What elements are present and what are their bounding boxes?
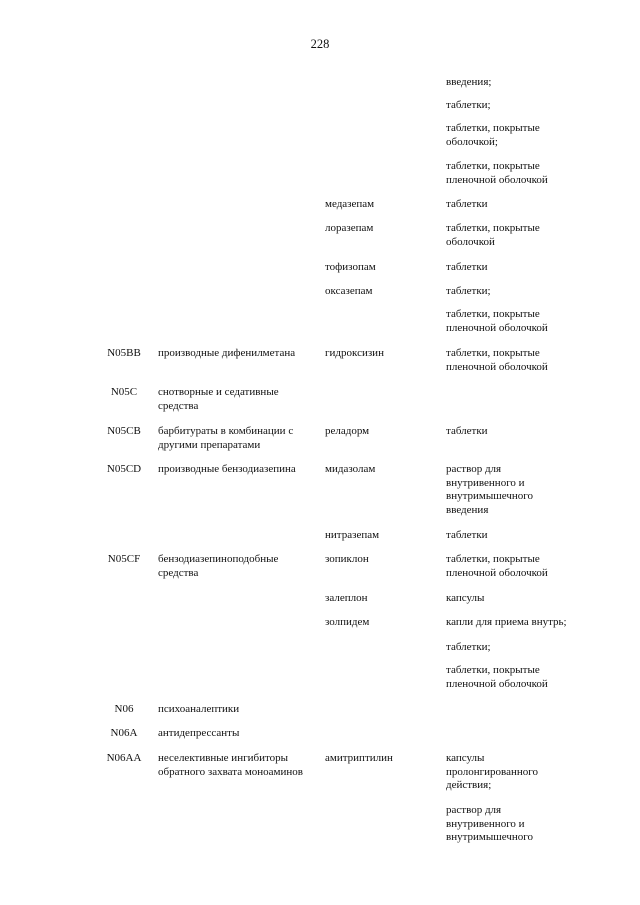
- atc-group: производные бензодиазепина: [158, 463, 296, 475]
- drug-name: тофизопам: [325, 261, 376, 273]
- atc-group: неселективные ингибиторы обратного захвата моноаминов: [158, 752, 303, 778]
- atc-group: производные дифенилметана: [158, 347, 296, 359]
- atc-code: N05C: [110, 386, 138, 398]
- drug-name: медазепам: [325, 198, 375, 210]
- dosage-form: таблетки: [446, 425, 488, 437]
- atc-group: психоаналептики: [158, 703, 240, 715]
- dosage-form: таблетки: [446, 261, 488, 273]
- drug-name: оксазепам: [325, 285, 373, 297]
- atc-code: N05BB: [107, 347, 141, 359]
- atc-group: барбитураты в комбинации с другими препаратами: [158, 425, 294, 451]
- drug-name: мидазолам: [325, 463, 376, 475]
- dosage-form: таблетки, покрытые оболочкой: [446, 222, 540, 248]
- dosage-form: таблетки;: [446, 99, 491, 111]
- dosage-form: раствор для внутривенного и внутримышечного введения: [446, 463, 533, 516]
- dosage-form: таблетки, покрытые пленочной оболочкой: [446, 553, 548, 579]
- dosage-form: таблетки, покрытые пленочной оболочкой: [446, 347, 548, 373]
- drug-name: зопиклон: [325, 553, 369, 565]
- dosage-form: таблетки;: [446, 285, 491, 297]
- dosage-form: таблетки, покрытые пленочной оболочкой: [446, 664, 548, 690]
- dosage-form: капли для приема внутрь;: [446, 616, 567, 628]
- atc-group: снотворные и седативные средства: [158, 386, 279, 412]
- dosage-form: раствор для внутривенного и внутримышечного: [446, 804, 533, 843]
- dosage-form: таблетки;: [446, 641, 491, 653]
- atc-code: N05CF: [107, 553, 141, 565]
- dosage-form: таблетки, покрытые пленочной оболочкой: [446, 308, 548, 334]
- drug-name: амитриптилин: [325, 752, 393, 764]
- dosage-form: таблетки, покрытые пленочной оболочкой: [446, 160, 548, 186]
- atc-code: N05CB: [107, 425, 141, 437]
- dosage-form: капсулы: [446, 592, 485, 604]
- atc-code: N06AA: [106, 752, 142, 764]
- atc-code: N06: [114, 703, 134, 715]
- dosage-form: таблетки: [446, 198, 488, 210]
- drug-name: гидроксизин: [325, 347, 384, 359]
- dosage-form: таблетки: [446, 529, 488, 541]
- dosage-form: таблетки, покрытые оболочкой;: [446, 122, 540, 148]
- atc-group: бензодиазепиноподобные средства: [158, 553, 279, 579]
- drug-name: лоразепам: [325, 222, 374, 234]
- drug-name: золпидем: [325, 616, 370, 628]
- drug-name: залеплон: [325, 592, 368, 604]
- atc-code: N06A: [110, 727, 138, 739]
- atc-group: антидепрессанты: [158, 727, 240, 739]
- atc-code: N05CD: [106, 463, 142, 475]
- drug-name: нитразепам: [325, 529, 380, 541]
- dosage-form: введения;: [446, 76, 492, 88]
- drug-name: реладорм: [325, 425, 370, 437]
- page-number: 228: [310, 37, 330, 51]
- dosage-form: капсулы пролонгированного действия;: [446, 752, 538, 791]
